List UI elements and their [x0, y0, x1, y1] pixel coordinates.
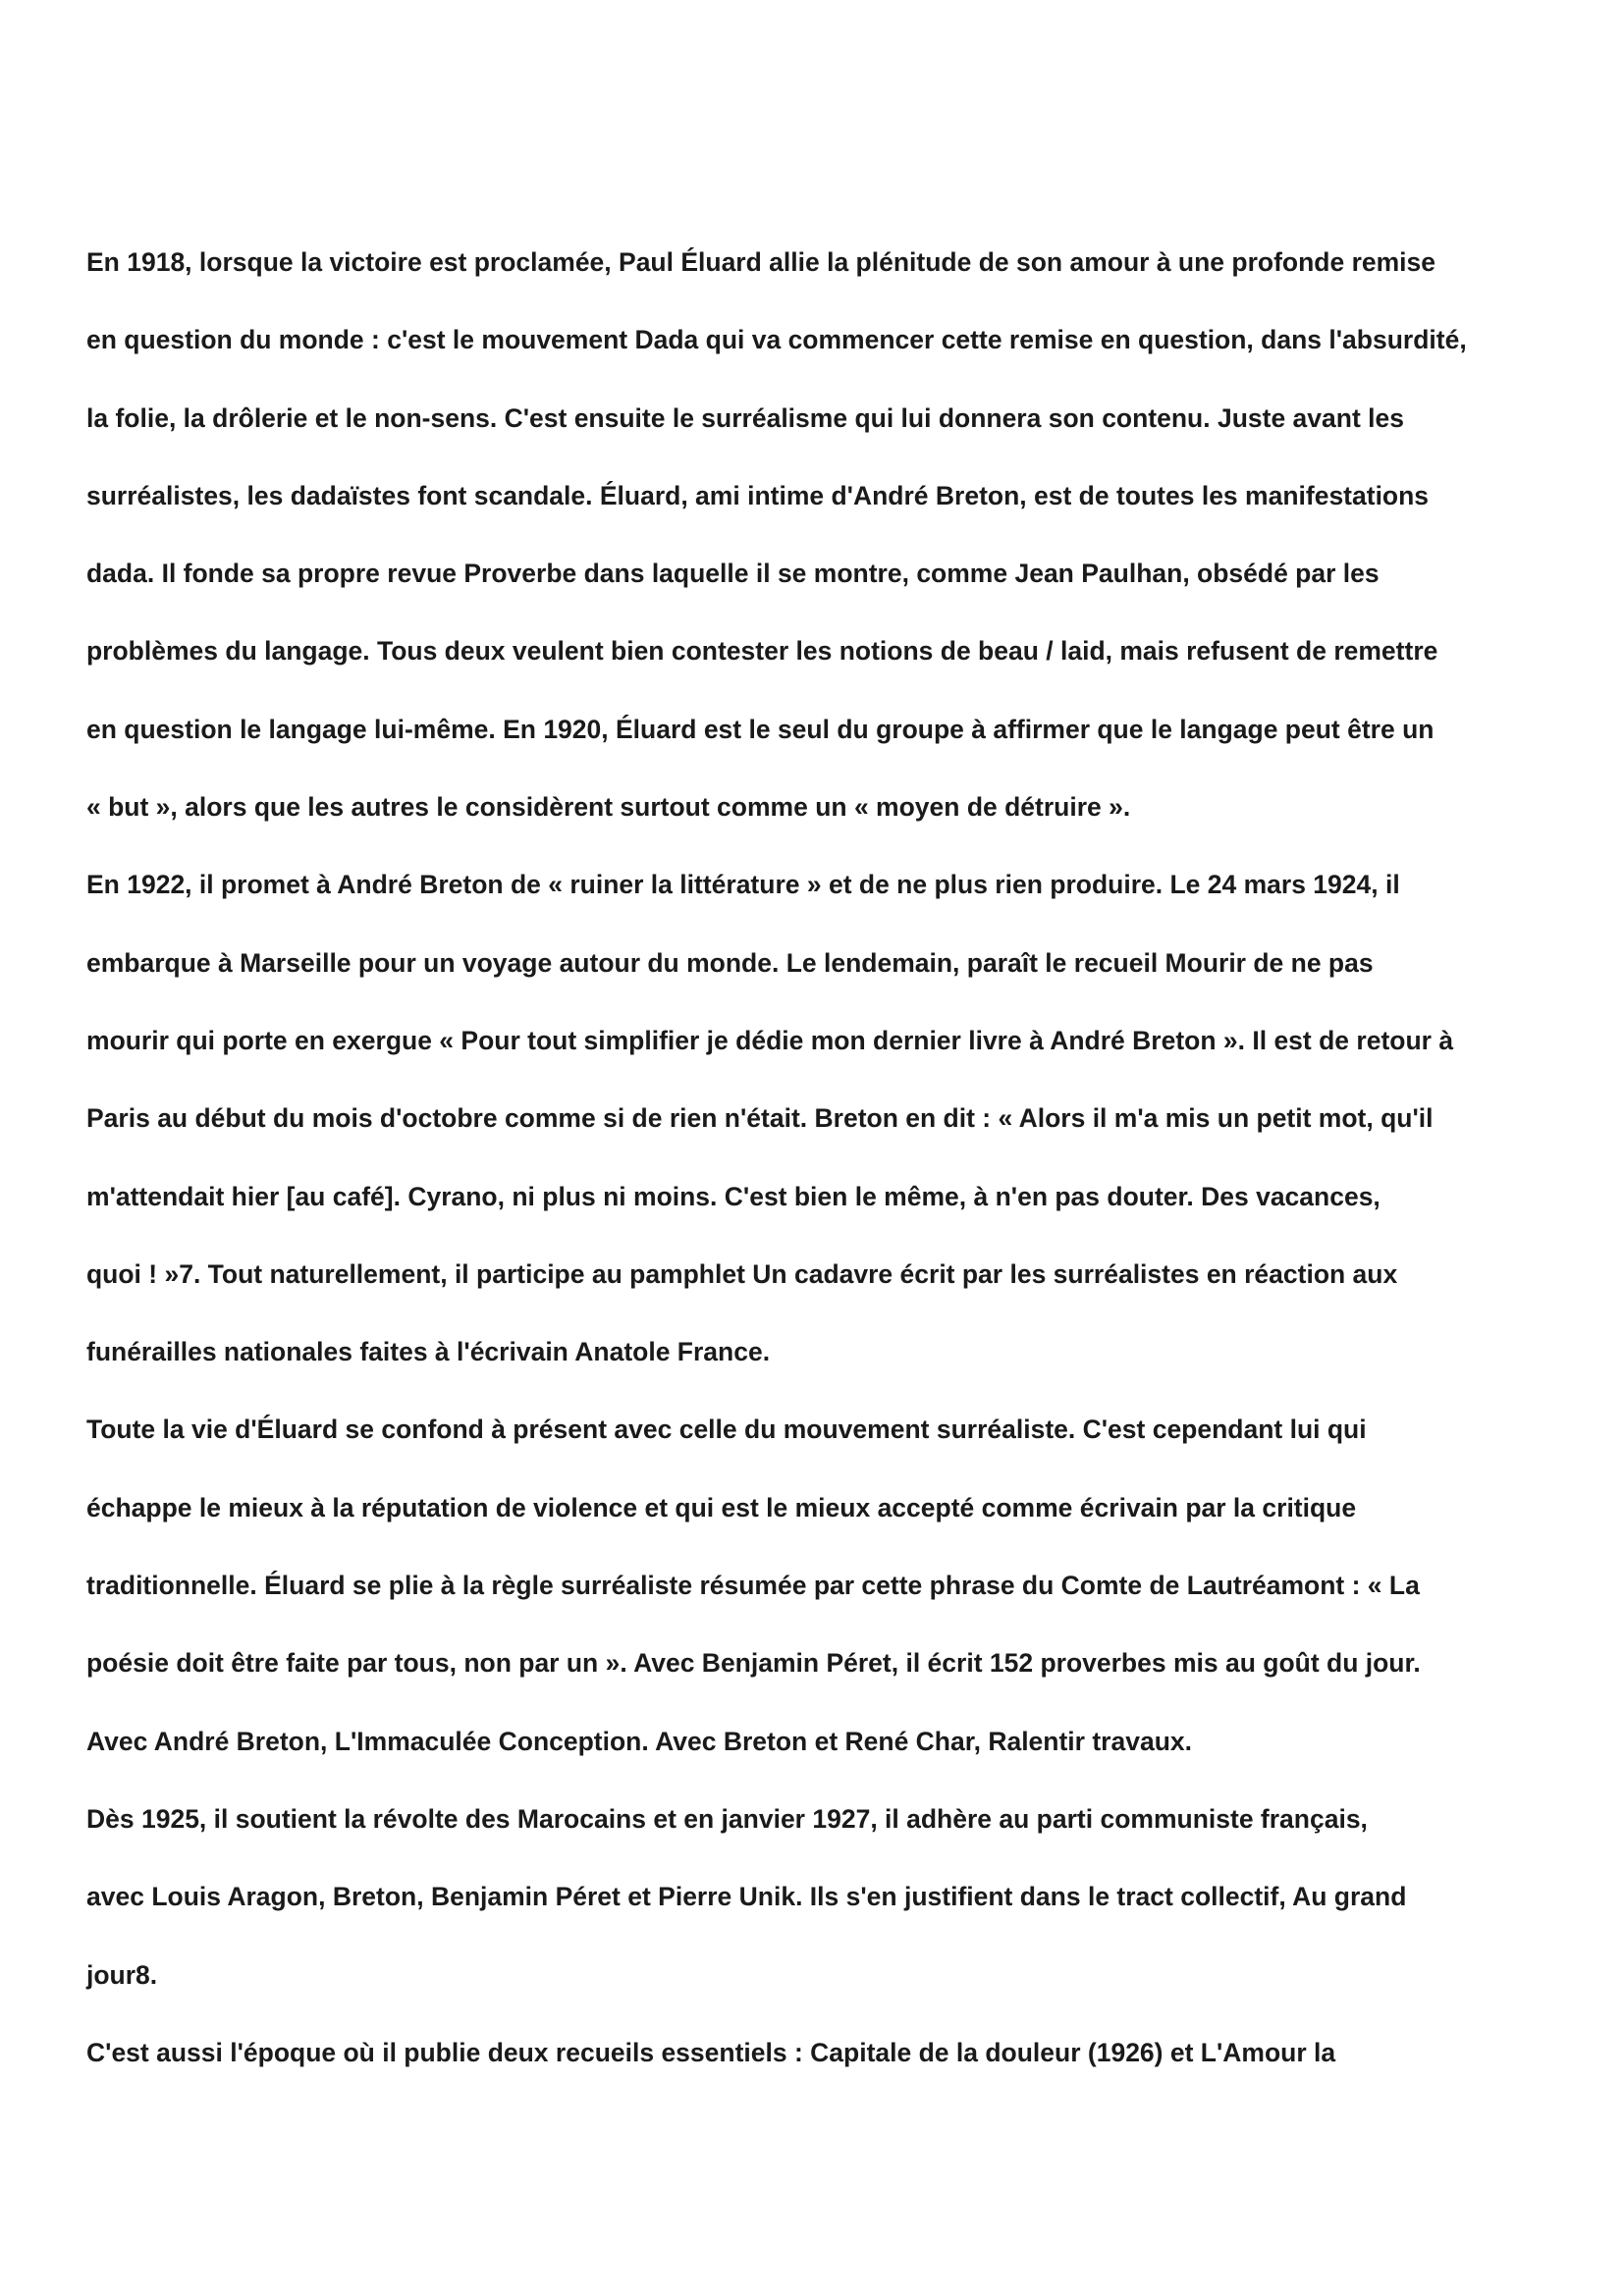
text-line-20: Avec André Breton, L'Immaculée Conception. Avec Breton et René Char, Ralentir travaux. — [86, 1726, 1192, 1756]
text-line-9: En 1922, il promet à André Breton de « ruiner la littérature » et de ne plus rien produire. Le 24 mars 1924, il — [86, 870, 1400, 900]
text-line-8: « but », alors que les autres le considèrent surtout comme un « moyen de détruire ». — [86, 792, 1131, 823]
text-line-3: la folie, la drôlerie et le non-sens. C'est ensuite le surréalisme qui lui donnera son contenu. Juste avant les — [86, 402, 1404, 433]
text-line-17: échappe le mieux à la réputation de violence et qui est le mieux accepté comme écrivain par la critique — [86, 1492, 1357, 1522]
text-line-21: Dès 1925, il soutient la révolte des Marocains et en janvier 1927, il adhère au parti communiste français, — [86, 1803, 1368, 1834]
text-line-23: jour8. — [86, 1959, 158, 1990]
text-line-16: Toute la vie d'Éluard se confond à présent avec celle du mouvement surréaliste. C'est cependant lui qui — [86, 1415, 1367, 1445]
text-line-5: dada. Il fonde sa propre revue Proverbe dans laquelle il se montre, comme Jean Paulhan, obsédé par les — [86, 559, 1380, 589]
body-text — [86, 247, 1559, 2115]
text-line-7: en question le langage lui-même. En 1920, Éluard est le seul du groupe à affirmer que le langage peut être un — [86, 714, 1435, 744]
text-line-13: m'attendait hier [au café]. Cyrano, ni plus ni moins. C'est bien le même, à n'en pas douter. Des vacances, — [86, 1181, 1380, 1211]
text-line-1: En 1918, lorsque la victoire est proclamée, Paul Éluard allie la plénitude de son amour à une profonde remise — [86, 247, 1436, 277]
text-line-22: avec Louis Aragon, Breton, Benjamin Péret et Pierre Unik. Ils s'en justifient dans le tract collectif, Au grand — [86, 1882, 1407, 1912]
text-line-19: poésie doit être faite par tous, non par un ». Avec Benjamin Péret, il écrit 152 proverbes mis au goût du jour. — [86, 1648, 1421, 1679]
text-line-10: embarque à Marseille pour un voyage autour du monde. Le lendemain, paraît le recueil Mourir de ne pas — [86, 947, 1374, 978]
text-line-6: problèmes du langage. Tous deux veulent bien contester les notions de beau / laid, mais refusent de remettre — [86, 636, 1438, 667]
text-line-12: Paris au début du mois d'octobre comme si de rien n'était. Breton en dit : « Alors il m'a mis un petit mot, qu'il — [86, 1103, 1434, 1134]
text-line-2: en question du monde : c'est le mouvement Dada qui va commencer cette remise en question, dans l'absurdité, — [86, 325, 1467, 355]
text-line-11: mourir qui porte en exergue « Pour tout simplifier je dédie mon dernier livre à André Breton ». Il est de retour à — [86, 1025, 1454, 1055]
text-line-14: quoi ! »7. Tout naturellement, il participe au pamphlet Un cadavre écrit par les surréalistes en réaction aux — [86, 1258, 1398, 1289]
text-line-4: surréalistes, les dadaïstes font scandale. Éluard, ami intime d'André Breton, est de toutes les manifestations — [86, 480, 1430, 510]
text-line-18: traditionnelle. Éluard se plie à la règle surréaliste résumée par cette phrase du Comte de Lautréamont : « La — [86, 1571, 1420, 1601]
text-line-15: funérailles nationales faites à l'écrivain Anatole France. — [86, 1337, 771, 1367]
text-line-24: C'est aussi l'époque où il publie deux recueils essentiels : Capitale de la douleur (1926) et L'Amour la — [86, 2037, 1336, 2067]
